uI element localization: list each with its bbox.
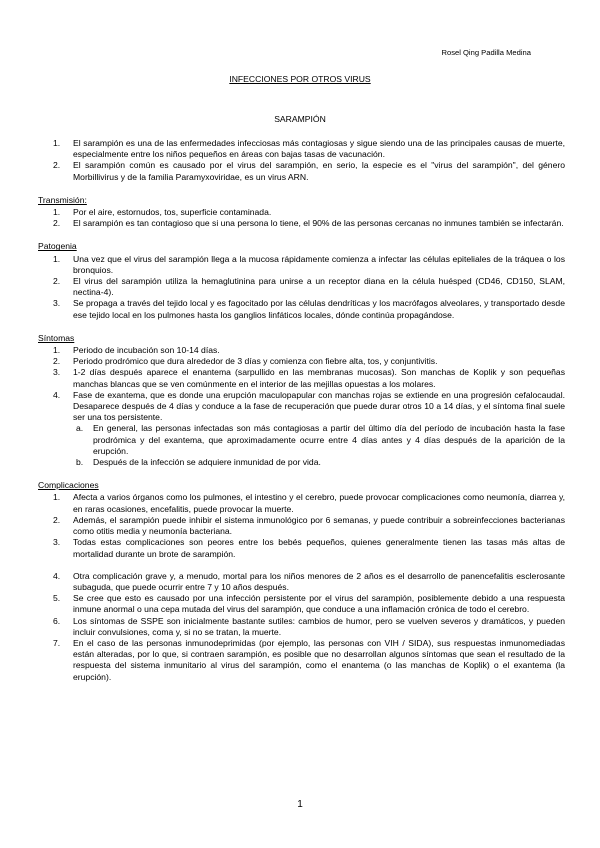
author-name: Rosel Qing Padilla Medina	[441, 48, 531, 57]
list-item	[38, 515, 565, 537]
item-text: El sarampión es tan contagioso que si una persona lo tiene, el 90% de las personas cercanas no inmunes también se infectarán.	[73, 218, 564, 229]
item-number: 1.	[53, 207, 61, 218]
item-text: 1-2 días después aparece el enantema (sarpullido en las membranas mucosas). Son manchas de Koplik y son pequeñas manchas blancas que se ven comúnmente en el interior de las mejillas opuestas a los molares.	[73, 367, 565, 389]
item-number: 7.	[53, 637, 61, 648]
item-number: 6.	[53, 615, 61, 626]
list-item	[38, 571, 565, 593]
item-text: En el caso de las personas inmunodeprimidas (por ejemplo, las personas con VIH / SIDA), sus respuestas inmunomediadas están alteradas, por lo que, si contraen sarampión, es posible que no desarrollan algunos síntomas que sean el resultado de la respuesta del sistema inmunitario al virus del sarampión, como el enantema (o las manchas de Koplik) o el exantema (la erupción).	[73, 637, 565, 682]
item-number: 2.	[53, 276, 61, 287]
item-text: Por el aire, estornudos, tos, superficie contaminada.	[73, 207, 272, 218]
heading-complicaciones: Complicaciones	[38, 480, 99, 491]
list-item	[38, 367, 565, 389]
intro-list	[38, 138, 565, 183]
item-number: 2.	[53, 514, 61, 525]
item-text: En general, las personas infectadas son más contagiosas a partir del último día del período de incubación hasta la fase prodrómica y del exantema, que aproximadamente ocurre entre 4 días antes y 4 días después de la aparición de la erupción.	[93, 423, 565, 456]
item-text: Todas estas complicaciones son peores entre los bebés pequeños, quienes generalmente tienen las tasas más altas de mortalidad durante un brote de sarampión.	[73, 537, 565, 559]
item-text: Los síntomas de SSPE son inicialmente bastante sutiles: cambios de humor, pero se vuelven severos y dramáticos, y pueden incluir convulsiones, coma y, si no se tratan, la muerte.	[73, 615, 565, 637]
item-number: 5.	[53, 593, 61, 604]
item-number: 2.	[53, 218, 61, 229]
sub-list-item	[38, 423, 565, 457]
item-number: 3.	[53, 298, 61, 309]
list-item	[38, 276, 565, 298]
heading-sintomas: Síntomas	[38, 332, 75, 343]
heading-patogenia: Patogenia	[38, 241, 77, 252]
item-number: 2.	[53, 356, 61, 367]
item-number: 3.	[53, 367, 61, 378]
item-text: Periodo de incubación son 10-14 días.	[73, 345, 220, 356]
item-text: Otra complicación grave y, a menudo, mortal para los niños menores de 2 años es el desarrollo de panencefalitis esclerosante subaguda, que puede ocurrir entre 7 y 10 años después.	[73, 570, 565, 592]
item-text: El virus del sarampión utiliza la hemaglutinina para unirse a un receptor diana en la célula huésped (CD46, CD150, SLAM, nectina-4).	[73, 276, 565, 298]
item-text: Una vez que el virus del sarampión llega a la mucosa rápidamente comienza a infectar las células epiteliales de la tráquea o los bronquios.	[73, 253, 565, 275]
item-text: Se propaga a través del tejido local y es fagocitado por las células dendríticas y los macrófagos alveolares, y transportado desde ese tejido local en los pulmones hasta los ganglios linfáticos locales, dónde continúa propagándose.	[73, 298, 565, 320]
item-number: 4.	[53, 570, 61, 581]
list-item	[38, 298, 565, 320]
list-item	[38, 218, 565, 229]
page-number: 1	[297, 799, 303, 810]
sintomas-sublist	[38, 423, 565, 468]
item-text: El sarampión común es causado por el virus del sarampión, en serio, la especie es el "virus del sarampión", del género Morbillivirus y de la familia Paramyxoviridae, es un virus ARN.	[73, 160, 565, 182]
list-item	[38, 207, 565, 218]
item-number: 1.	[53, 345, 61, 356]
item-number: 2.	[53, 160, 61, 171]
item-text: El sarampión es una de las enfermedades infecciosas más contagiosas y sigue siendo una de las principales causas de muerte, especialmente entre los niños pequeños en áreas con bajas tasas de vacunación.	[73, 138, 565, 160]
section-title: SARAMPIÓN	[274, 114, 326, 124]
item-letter: a.	[76, 423, 84, 434]
item-text: Afecta a varios órganos como los pulmones, el intestino y el cerebro, puede provocar complicaciones como neumonía, diarrea y, en raras ocasiones, encefalitis, puede provocar la muerte.	[73, 492, 565, 514]
sub-list-item	[38, 457, 565, 468]
item-number: 4.	[53, 389, 61, 400]
item-text: Se cree que esto es causado por una infección persistente por el virus del sarampión, posiblemente debido a una respuesta inmune anormal o una cepa mutada del virus del sarampión, que conduce a una inflamación crónica de todo el cerebro.	[73, 593, 565, 615]
list-item	[38, 356, 565, 367]
item-text: Después de la infección se adquiere inmunidad de por vida.	[93, 457, 321, 468]
item-number: 1.	[53, 492, 61, 503]
list-item	[38, 160, 565, 182]
list-item	[38, 254, 565, 276]
list-item	[38, 593, 565, 615]
item-text: Periodo prodrómico que dura alrededor de 3 días y comienza con fiebre alta, tos, y conjuntivitis.	[73, 356, 438, 367]
list-item	[38, 345, 565, 356]
item-number: 3.	[53, 537, 61, 548]
complicaciones-list	[38, 492, 565, 682]
item-letter: b.	[76, 457, 84, 468]
item-text: Además, el sarampión puede inhibir el sistema inmunológico por 6 semanas, y puede contribuir a sobreinfecciones bacterianas como otitis media y neumonía bacteriana.	[73, 514, 565, 537]
item-text: Fase de exantema, que es donde una erupción maculopapular con manchas rojas se extiende en una progresión cefalocaudal. Desaparece después de 4 días y conduce a la fase de recuperación que puede durar otros 10 a 14 días, y el síntoma final suele ser una tos persistente.	[73, 389, 565, 423]
list-item	[38, 537, 565, 559]
list-item	[38, 492, 565, 514]
list-item	[38, 616, 565, 638]
document-title: INFECCIONES POR OTROS VIRUS	[229, 74, 371, 84]
item-number: 1.	[53, 138, 61, 148]
list-item	[38, 138, 565, 160]
heading-transmision: Transmisión:	[38, 194, 87, 205]
document-body	[38, 138, 565, 683]
list-item	[38, 638, 565, 683]
item-number: 1.	[53, 253, 61, 264]
sintomas-list	[38, 345, 565, 423]
list-item	[38, 390, 565, 424]
patogenia-list	[38, 254, 565, 321]
transmision-list	[38, 207, 565, 229]
